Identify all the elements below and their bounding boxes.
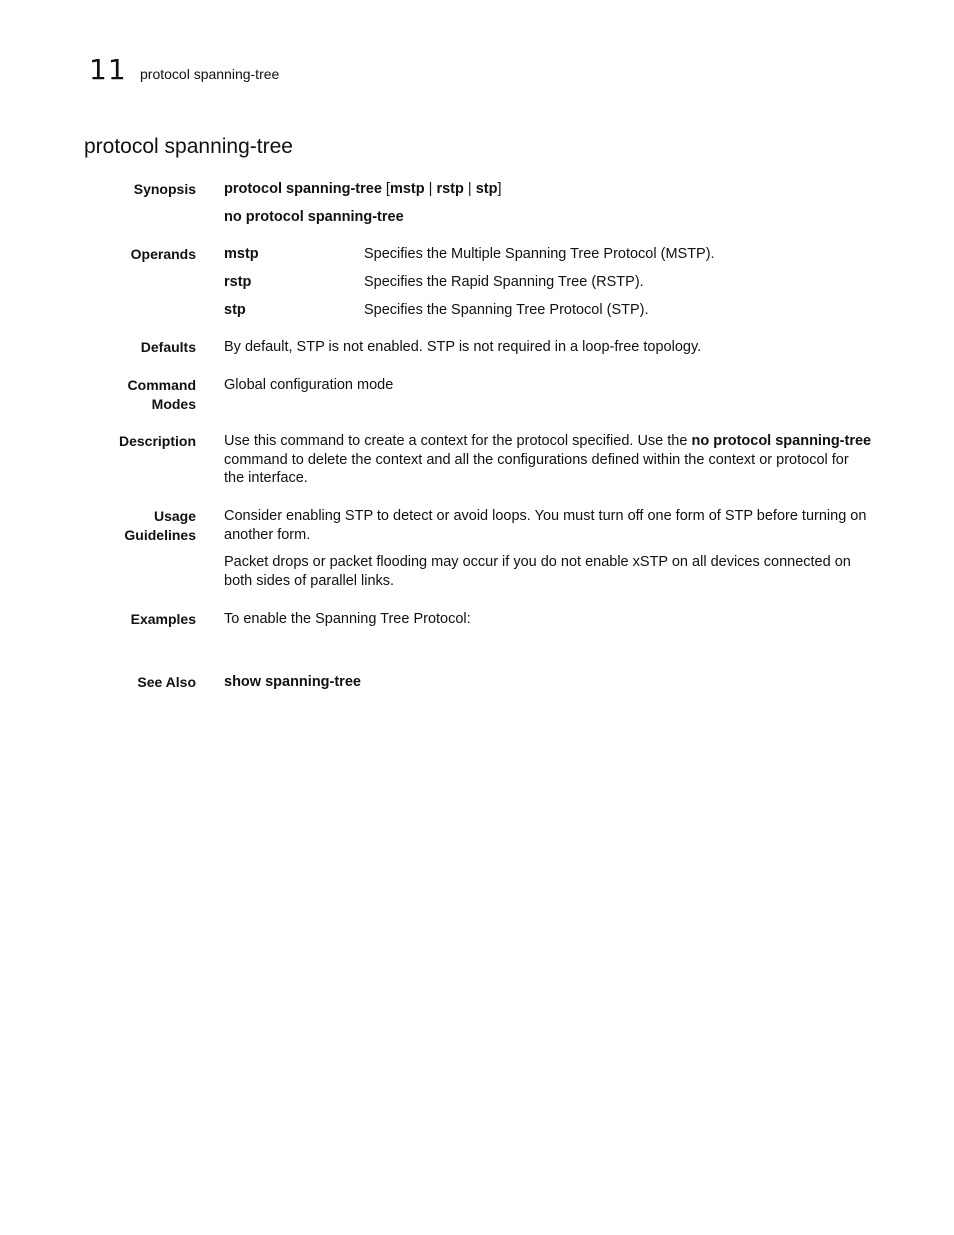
description-text-before: Use this command to create a context for the protocol specified. Use the	[224, 433, 692, 449]
page-title: protocol spanning-tree	[84, 135, 293, 158]
usage-guidelines-label-line2: Guidelines	[124, 527, 196, 543]
examples-label: Examples	[130, 611, 196, 627]
operand-name-mstp: mstp	[224, 246, 259, 262]
description-body	[224, 432, 872, 488]
synopsis-no-command: no protocol spanning-tree	[224, 208, 404, 225]
synopsis-option-rstp: rstp	[436, 181, 464, 197]
chapter-number: 11	[89, 53, 127, 86]
usage-guidelines-paragraph-1: Consider enabling STP to detect or avoid loops. You must turn off one form of STP before turning on another form.	[224, 508, 867, 543]
operand-name-rstp: rstp	[224, 274, 252, 290]
description-paragraph	[224, 432, 872, 488]
usage-guidelines-label-line1: Usage	[153, 508, 196, 524]
running-title: protocol spanning-tree	[140, 66, 280, 82]
usage-guidelines-body	[224, 507, 872, 590]
command-modes-label	[76, 376, 196, 414]
description-label: Description	[118, 433, 196, 449]
operands-label: Operands	[130, 246, 196, 262]
synopsis-bracket-close: ]	[497, 181, 502, 197]
synopsis-line-1	[224, 180, 872, 199]
operand-desc-mstp: Specifies the Multiple Spanning Tree Protocol (MSTP).	[364, 246, 715, 262]
synopsis-line-2	[224, 208, 872, 227]
synopsis-body	[224, 180, 872, 226]
usage-guidelines-label	[76, 507, 196, 545]
usage-guidelines-paragraph-2: Packet drops or packet flooding may occur if you do not enable xSTP on all devices connected on both sides of parallel links.	[224, 554, 851, 589]
synopsis-command: protocol spanning-tree	[224, 181, 382, 197]
synopsis-bracket-open: [	[381, 181, 390, 197]
defaults-text: By default, STP is not enabled. STP is not required in a loop-free topology.	[224, 339, 702, 355]
operand-desc-stp: Specifies the Spanning Tree Protocol (STP).	[364, 302, 649, 318]
synopsis-label: Synopsis	[133, 181, 196, 197]
synopsis-option-stp: stp	[475, 181, 498, 197]
examples-text: To enable the Spanning Tree Protocol:	[224, 611, 471, 627]
command-modes-text: Global configuration mode	[224, 377, 394, 393]
synopsis-separator: |	[463, 181, 476, 197]
see-also-link[interactable]: show spanning-tree	[224, 674, 361, 690]
see-also-body	[224, 673, 872, 692]
description-command: no protocol spanning-tree	[691, 433, 872, 449]
command-modes-label-line1: Command	[127, 377, 196, 393]
operand-desc-rstp: Specifies the Rapid Spanning Tree (RSTP).	[364, 274, 644, 290]
description-text-after: command to delete the context and all the configurations defined within the context or protocol for the interface.	[224, 451, 849, 486]
see-also-label: See Also	[137, 674, 196, 690]
command-modes-label-line2: Modes	[151, 396, 196, 412]
synopsis-separator: |	[424, 181, 437, 197]
operand-name-stp: stp	[224, 302, 246, 318]
defaults-label: Defaults	[140, 339, 196, 355]
synopsis-option-mstp: mstp	[389, 181, 425, 197]
